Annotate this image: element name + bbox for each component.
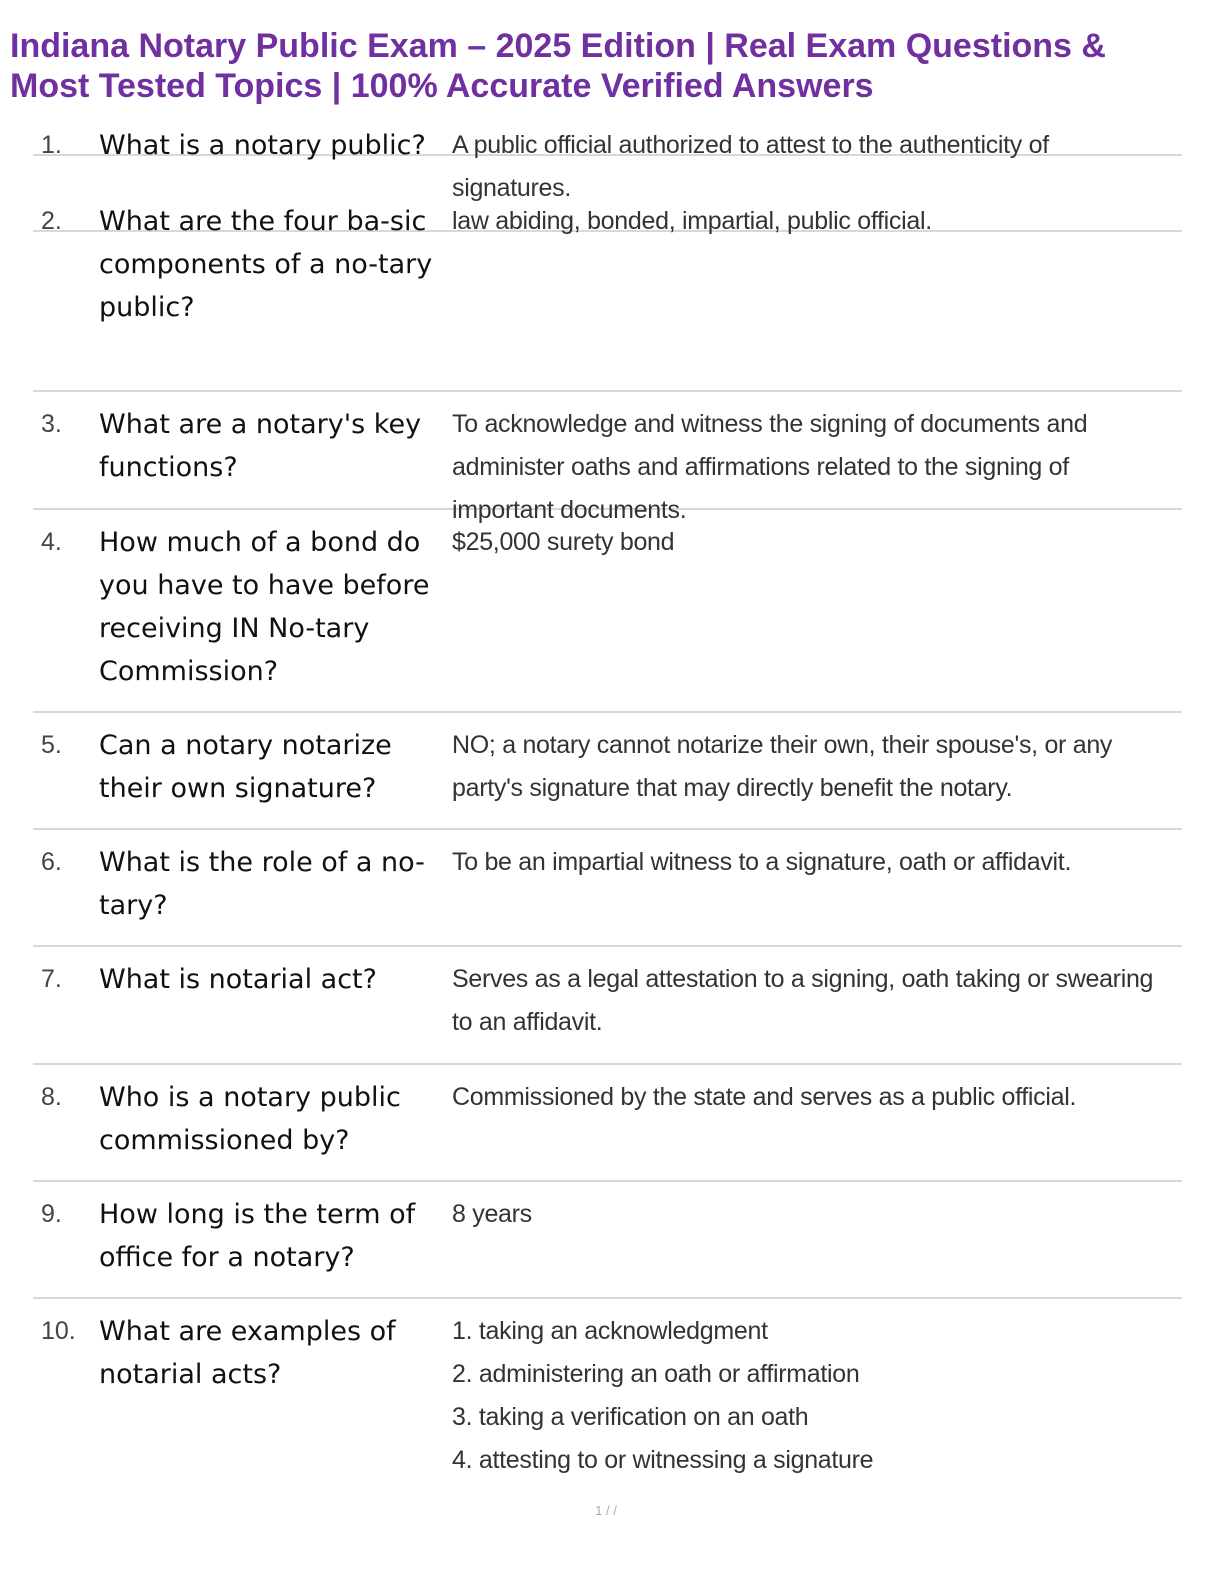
qa-answer: NO; a notary cannot notarize their own, their spouse's, or any party's signature that may directly benefit the notary.: [452, 731, 1113, 802]
qa-question: What is the role of a no-tary?: [99, 847, 425, 921]
row-divider: [33, 1063, 1182, 1065]
qa-answer: Commissioned by the state and serves as a public official.: [452, 1083, 1077, 1111]
qa-number: 9.: [41, 1200, 62, 1228]
qa-number: 3.: [41, 410, 62, 438]
page-number: 1 / /: [595, 1503, 617, 1518]
qa-question: What are examples of notarial acts?: [99, 1316, 396, 1390]
row-divider: [33, 390, 1182, 392]
qa-answer-line: 4. attesting to or witnessing a signature: [452, 1446, 874, 1474]
qa-question: How long is the term of office for a notary?: [99, 1199, 416, 1273]
qa-answer-line: 1. taking an acknowledgment: [452, 1317, 768, 1345]
qa-number: 8.: [41, 1083, 62, 1111]
qa-number: 2.: [41, 207, 62, 235]
qa-answer: law abiding, bonded, impartial, public official.: [452, 207, 932, 235]
qa-answer-line: 3. taking a verification on an oath: [452, 1403, 809, 1431]
qa-question: What are the four ba-sic components of a no-tary public?: [99, 206, 433, 323]
qa-number: 7.: [41, 965, 62, 993]
qa-answer: To be an impartial witness to a signature, oath or affidavit.: [452, 848, 1072, 876]
qa-question: How much of a bond do you have to have before receiving IN No-tary Commission?: [99, 527, 430, 687]
row-divider: [33, 1297, 1182, 1299]
document-title-line-1: Indiana Notary Public Exam – 2025 Edition | Real Exam Questions &: [10, 27, 1106, 65]
qa-question: What are a notary's key functions?: [99, 409, 422, 483]
qa-answer-line: 2. administering an oath or affirmation: [452, 1360, 860, 1388]
qa-answer: To acknowledge and witness the signing of documents and administer oaths and affirmations related to the signing of important documents.: [452, 410, 1088, 524]
qa-question: What is a notary public?: [99, 130, 426, 161]
qa-number: 4.: [41, 528, 62, 556]
qa-number: 6.: [41, 848, 62, 876]
qa-answer: A public official authorized to attest to the authenticity of signatures.: [452, 131, 1049, 202]
row-divider: [33, 711, 1182, 713]
row-divider: [33, 1180, 1182, 1182]
qa-answer: 8 years: [452, 1200, 532, 1228]
qa-question: What is notarial act?: [99, 964, 377, 995]
row-divider: [33, 828, 1182, 830]
qa-question: Who is a notary public commissioned by?: [99, 1082, 401, 1156]
qa-answer: $25,000 surety bond: [452, 528, 675, 556]
qa-number: 1.: [41, 131, 62, 159]
qa-number: 5.: [41, 731, 62, 759]
document-title-line-2: Most Tested Topics | 100% Accurate Verified Answers: [10, 67, 874, 105]
qa-answer: Serves as a legal attestation to a signing, oath taking or swearing to an affidavit.: [452, 965, 1154, 1036]
qa-answer-list: [452, 1310, 1172, 1482]
qa-question: Can a notary notarize their own signature?: [99, 730, 392, 804]
qa-number: 10.: [41, 1317, 76, 1345]
row-divider: [33, 945, 1182, 947]
